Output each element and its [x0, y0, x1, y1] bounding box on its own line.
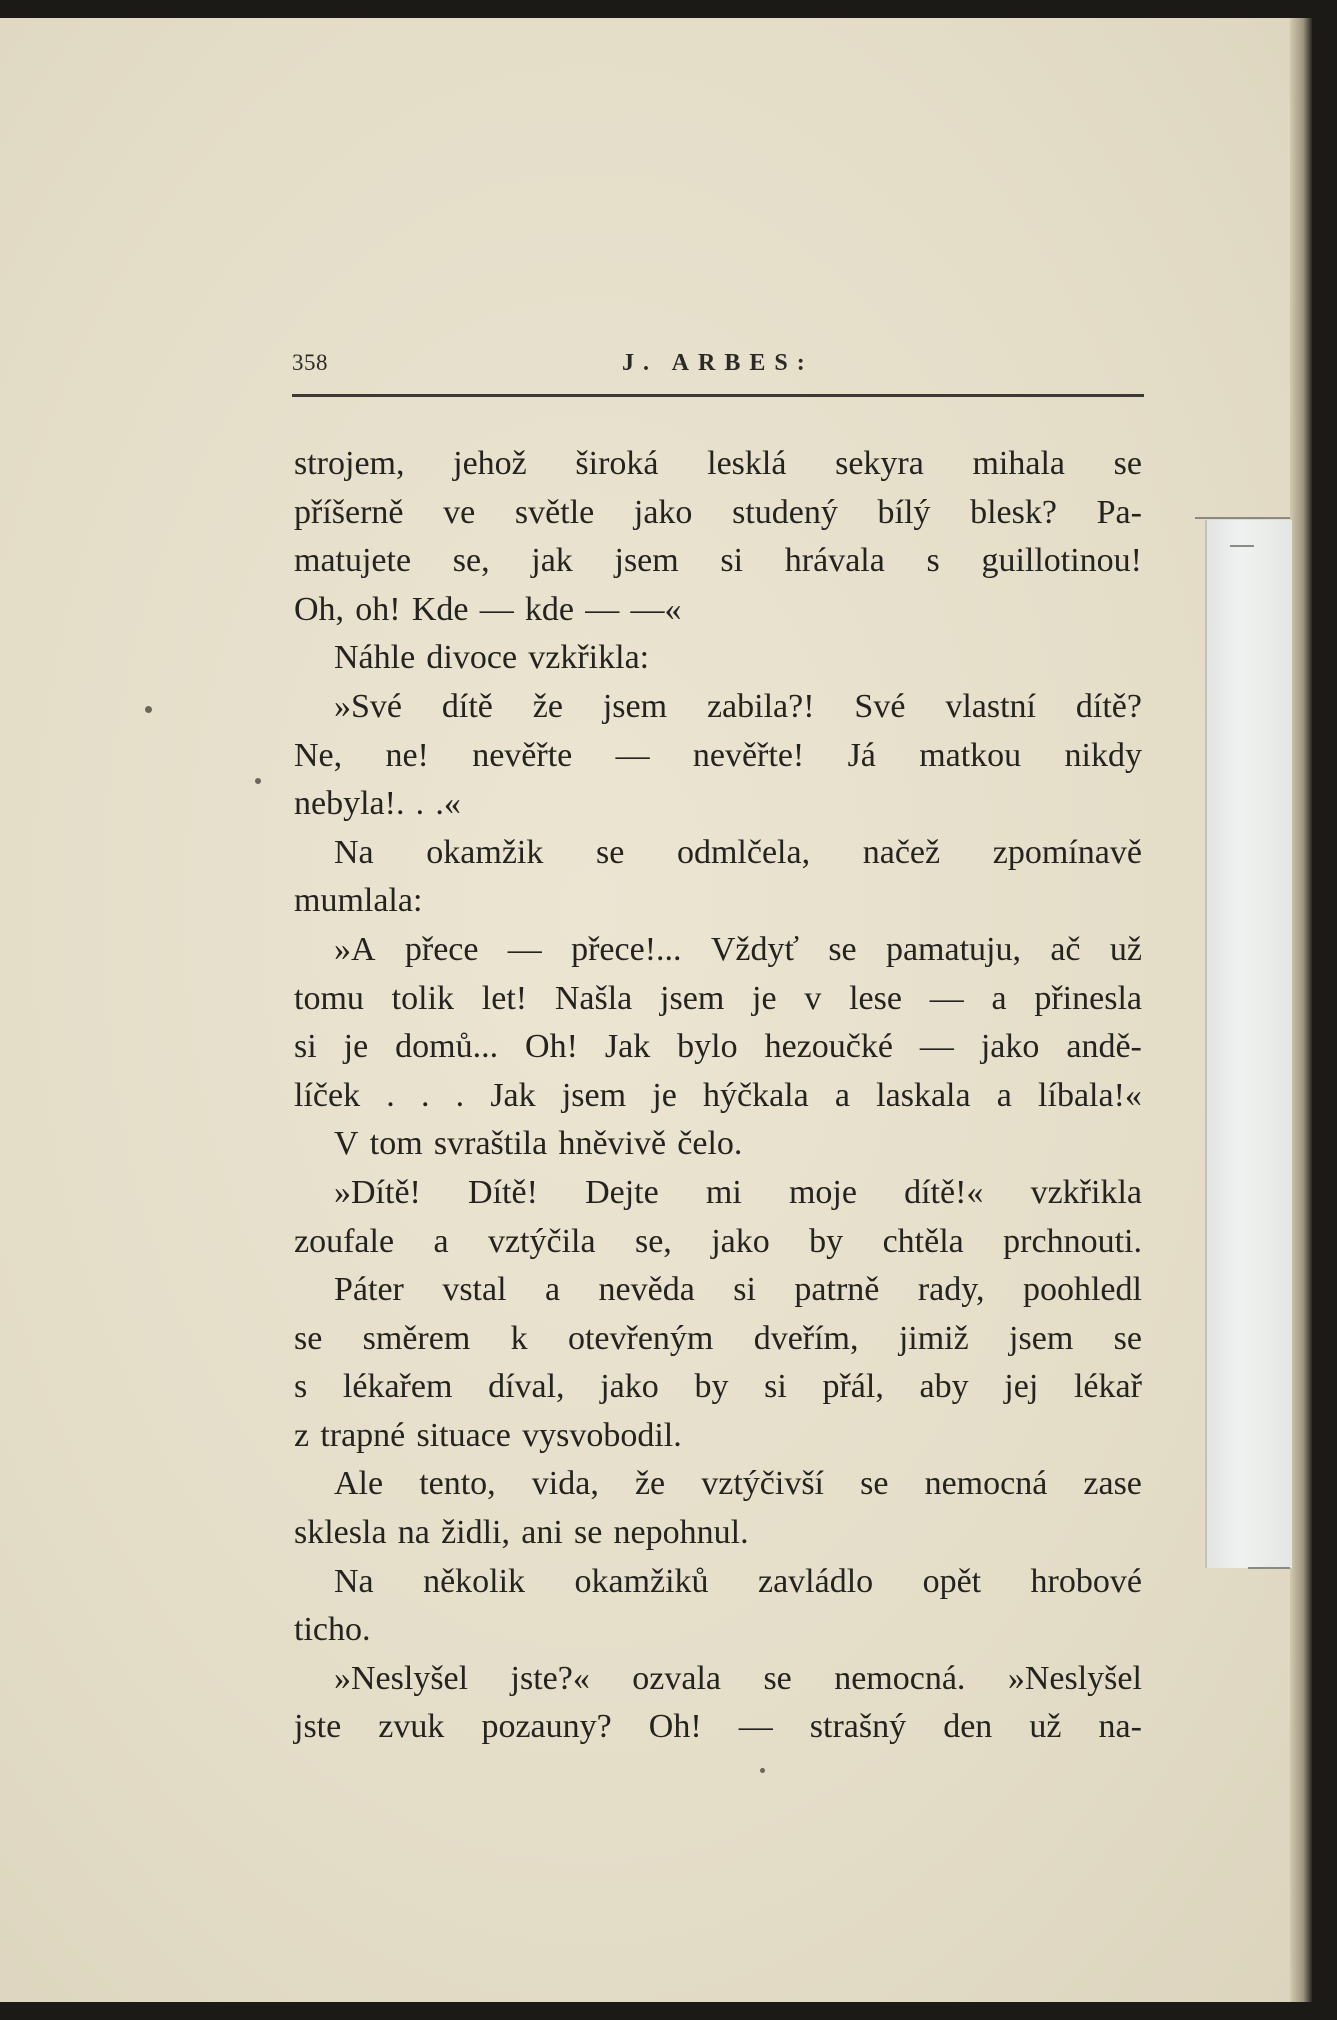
word: a [991, 979, 1007, 1017]
word: si [294, 1028, 317, 1066]
word: lesklá [707, 445, 787, 482]
word: — [738, 1708, 773, 1746]
word: »Neslyšel [1007, 1659, 1142, 1697]
word: oh! [355, 590, 401, 628]
word: se [860, 1465, 889, 1503]
word: široká [575, 445, 659, 482]
word: a [433, 1222, 449, 1260]
word: dítě? [1075, 687, 1142, 725]
word: nebyla!. [294, 785, 405, 823]
word: Vždyť [710, 930, 800, 968]
word: kde [524, 590, 575, 628]
word: V [334, 1125, 359, 1163]
word: vstal [442, 1271, 507, 1309]
word: na- [1098, 1708, 1142, 1746]
word: jehož [453, 445, 527, 482]
page-fold-shadow [1290, 18, 1312, 2002]
word: strašný [809, 1708, 907, 1746]
word: si [764, 1368, 787, 1406]
word: zvuk [378, 1708, 445, 1746]
word: bílý [877, 493, 931, 531]
word: moje [788, 1173, 857, 1211]
word: zoufale [294, 1222, 395, 1260]
word: jako [633, 493, 693, 531]
word: zabila?! [706, 687, 815, 725]
word: »Neslyšel [334, 1659, 469, 1697]
word: — [919, 1028, 954, 1066]
word: je [652, 1076, 677, 1114]
word: hněvivě [558, 1125, 667, 1163]
word: vida, [531, 1465, 599, 1503]
word: si [720, 542, 744, 580]
word: aby [919, 1368, 969, 1406]
word: jako [980, 1028, 1040, 1066]
text-line [294, 489, 1142, 538]
text-line [294, 683, 1142, 732]
page-header [292, 350, 1144, 390]
word: —« [630, 590, 682, 628]
word: je [752, 979, 777, 1017]
word: tolik [391, 979, 455, 1017]
word: patrně [794, 1271, 880, 1309]
text-line [294, 1558, 1142, 1607]
word: vzkřikla: [528, 639, 650, 677]
word: »Své [334, 687, 402, 725]
text-line [294, 1169, 1142, 1218]
word: Své [854, 687, 906, 725]
word: nevěřte [472, 736, 573, 774]
text-line [294, 829, 1142, 878]
word: pozauny? [481, 1708, 612, 1746]
text-line [294, 1412, 1142, 1461]
word: vzkřikla [1030, 1173, 1142, 1211]
word: Dejte [585, 1173, 659, 1211]
word: lékař [1073, 1368, 1142, 1406]
bookmark-slip-edge-top [1195, 517, 1290, 519]
ink-speck [255, 778, 261, 784]
word: židli, [441, 1514, 511, 1552]
word: »Dítě! [334, 1173, 421, 1211]
word: na [397, 1514, 430, 1552]
word: Pa- [1096, 493, 1142, 531]
word: by [809, 1222, 844, 1260]
word: Na [334, 833, 374, 871]
text-line [294, 1460, 1142, 1509]
text-line [294, 1266, 1142, 1315]
word: tomu [294, 979, 364, 1017]
word: hezoučké [764, 1028, 893, 1066]
word: Jak [604, 1028, 651, 1066]
word: Oh, [294, 590, 345, 628]
word: a [834, 1076, 850, 1114]
word: pamatuju, [885, 930, 1021, 968]
word: vztýčila [487, 1222, 596, 1260]
word: poohledl [1022, 1271, 1142, 1309]
word: světle [514, 493, 595, 531]
text-line [294, 1120, 1142, 1169]
word: líček [294, 1076, 361, 1114]
word: opět [922, 1562, 982, 1600]
word: let! [481, 979, 528, 1017]
word: Oh! [525, 1028, 578, 1066]
word: se [1113, 1319, 1142, 1357]
word: vlastní [945, 687, 1036, 725]
text-line [294, 634, 1142, 683]
word: otevřeným [567, 1319, 714, 1357]
text-line [294, 1218, 1142, 1267]
word: Páter [334, 1271, 404, 1309]
word: čelo. [677, 1125, 743, 1163]
word: s [294, 1368, 308, 1406]
text-line [294, 1072, 1142, 1121]
word: jste [294, 1708, 342, 1746]
word: matujete [294, 542, 412, 580]
text-line [294, 975, 1142, 1024]
word: den [943, 1708, 993, 1746]
word: a [996, 1076, 1012, 1114]
ink-speck [145, 706, 152, 713]
text-line [294, 1655, 1142, 1704]
word: hrobové [1030, 1562, 1142, 1600]
word: sklesla [294, 1514, 387, 1552]
text-line [294, 1606, 1142, 1655]
word: »A [334, 930, 376, 968]
word: nevěda [598, 1271, 695, 1309]
word: jej [1004, 1368, 1039, 1406]
word: Ale [334, 1465, 384, 1503]
word: prchnouti. [1003, 1222, 1142, 1260]
word: studený [732, 493, 838, 531]
word: příšerně [294, 493, 404, 531]
word: Já [847, 736, 876, 774]
word: strojem, [294, 445, 405, 482]
text-line [294, 1363, 1142, 1412]
word: .« [435, 785, 461, 823]
word: jako [600, 1368, 659, 1406]
word: Oh! [648, 1708, 702, 1746]
word: se [596, 833, 625, 871]
text-line [294, 1023, 1142, 1072]
word: — [479, 590, 514, 628]
word: nikdy [1064, 736, 1142, 774]
word: ve [443, 493, 476, 531]
word: dveřím, [753, 1319, 859, 1357]
word: nevěřte! [692, 736, 805, 774]
word: že [634, 1465, 666, 1503]
word: dítě [441, 687, 493, 725]
word: tento, [419, 1465, 496, 1503]
word: lese [849, 979, 902, 1017]
word: by [694, 1368, 729, 1406]
word: načež [862, 833, 941, 871]
word: se, [452, 542, 490, 580]
running-head: J. ARBES: [622, 350, 814, 376]
word: a [544, 1271, 561, 1309]
bookmark-slip-edge-bottom [1248, 1567, 1290, 1569]
word: guillotinou! [981, 542, 1142, 580]
word: je [343, 1028, 369, 1066]
word: zpomínavě [992, 833, 1142, 871]
word: zavládlo [757, 1562, 874, 1600]
word: vysvobodil. [522, 1416, 682, 1454]
word: — [585, 590, 620, 628]
word: přál, [822, 1368, 884, 1406]
word: se [828, 930, 857, 968]
word: se [574, 1514, 603, 1552]
word: odmlčela, [676, 833, 811, 871]
text-line [294, 440, 1142, 489]
ink-speck [760, 1768, 765, 1773]
word: svraštila [433, 1125, 548, 1163]
text-line [294, 780, 1142, 829]
word: . [420, 1076, 430, 1114]
word: jsem [602, 687, 668, 725]
word: se [1113, 445, 1142, 482]
word: přece!... [571, 930, 682, 968]
word: jste?« [510, 1659, 590, 1697]
word: jsem [1009, 1319, 1074, 1357]
word: — [615, 736, 650, 774]
word: jsem [660, 979, 725, 1017]
bookmark-slip-tick [1230, 545, 1254, 547]
word: se [294, 1319, 323, 1357]
word: sekyra [835, 445, 924, 482]
word: okamžiků [574, 1562, 709, 1600]
bookmark-slip [1205, 520, 1292, 1568]
word: blesk? [970, 493, 1057, 531]
word: matkou [919, 736, 1022, 774]
word: hrávala [784, 542, 885, 580]
word: nemocná. [834, 1659, 966, 1697]
word: trapné [320, 1416, 406, 1454]
word: nemocná [924, 1465, 1048, 1503]
text-line [294, 877, 1142, 926]
word: — [929, 979, 964, 1017]
word: už [1029, 1708, 1062, 1746]
word: ani [521, 1514, 563, 1552]
word: jak [531, 542, 573, 580]
word: v [804, 979, 822, 1017]
word: Kde [411, 590, 469, 628]
word: . [386, 1076, 395, 1114]
word: mihala [972, 445, 1066, 482]
word: se [763, 1659, 792, 1697]
word: díval, [488, 1368, 565, 1406]
word: jsem [614, 542, 679, 580]
word: vztýčivší [701, 1465, 825, 1503]
word: několik [423, 1562, 526, 1600]
text-line [294, 586, 1142, 635]
word: hýčkala [702, 1076, 809, 1114]
word: domů... [395, 1028, 499, 1066]
word: Ne, [294, 736, 343, 774]
word: — [507, 930, 542, 968]
word: . [455, 1076, 465, 1114]
text-line [294, 926, 1142, 975]
text-line [294, 1315, 1142, 1364]
word: laskala [876, 1076, 971, 1114]
word: směrem [362, 1319, 471, 1357]
word: se, [634, 1222, 672, 1260]
word: jimiž [898, 1319, 969, 1357]
word: Dítě! [468, 1173, 538, 1211]
word: divoce [426, 639, 518, 677]
word: situace [416, 1416, 511, 1454]
word: bylo [677, 1028, 738, 1066]
word: chtěla [882, 1222, 964, 1260]
word: andě- [1066, 1028, 1142, 1066]
body-text [294, 440, 1142, 1752]
word: okamžik [426, 833, 544, 871]
word: ne! [385, 736, 429, 774]
text-line [294, 537, 1142, 586]
word: Náhle [334, 639, 416, 677]
word: . [415, 785, 425, 823]
word: z [294, 1416, 310, 1454]
text-line [294, 732, 1142, 781]
word: ač [1050, 930, 1081, 968]
word: Na [334, 1562, 374, 1600]
text-line [294, 1703, 1142, 1752]
word: zase [1083, 1465, 1142, 1503]
word: jako [711, 1222, 770, 1260]
word: lékařem [342, 1368, 453, 1406]
word: jsem [561, 1076, 627, 1114]
word: mi [705, 1173, 742, 1211]
word: ticho. [294, 1611, 371, 1649]
word: s [926, 542, 940, 580]
word: tom [369, 1125, 423, 1163]
word: líbala!« [1038, 1076, 1142, 1114]
header-rule [292, 394, 1144, 397]
page-number: 358 [292, 350, 328, 375]
word: přinesla [1034, 979, 1142, 1017]
word: si [733, 1271, 756, 1309]
word: rady, [917, 1271, 985, 1309]
word: že [532, 687, 563, 725]
text-line [294, 1509, 1142, 1558]
word: nepohnul. [613, 1514, 749, 1552]
word: dítě!« [904, 1173, 984, 1211]
word: mumlala: [294, 882, 423, 920]
word: ozvala [632, 1659, 721, 1697]
word: k [510, 1319, 528, 1357]
word: přece [404, 930, 479, 968]
word: Jak [490, 1076, 536, 1114]
word: Našla [554, 979, 633, 1017]
word: už [1109, 930, 1142, 968]
